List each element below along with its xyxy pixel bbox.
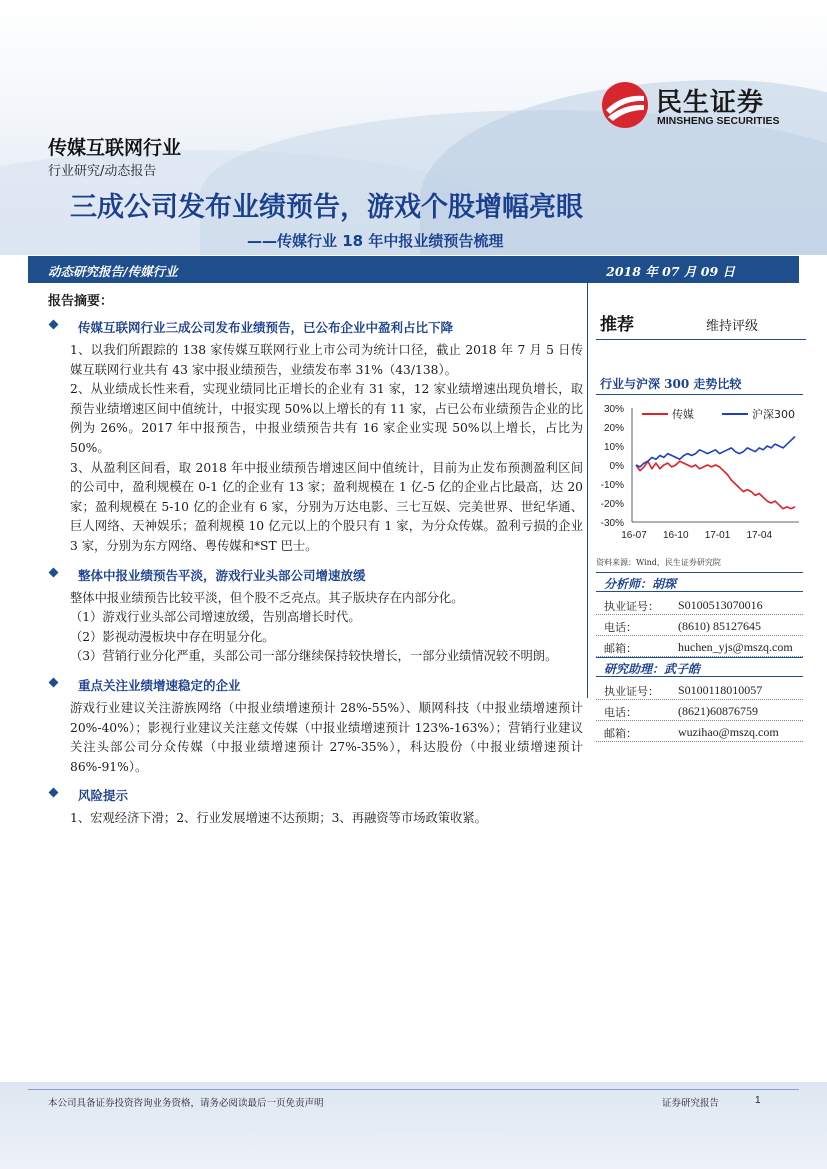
legend-label: 传媒 (672, 408, 694, 421)
minsheng-logo (600, 78, 800, 134)
footer-divider (28, 1089, 799, 1090)
chart-title: 行业与沪深 300 走势比较 (600, 377, 742, 391)
y-tick-label: 0% (609, 461, 624, 472)
analyst-info-row (596, 615, 803, 636)
info-key: 执业证号： (604, 685, 659, 698)
summary-paragraph: 1、宏观经济下滑；2、行业发展增速不达预期；3、再融资等市场政策收紧。 (70, 811, 487, 826)
report-info-bar (28, 256, 799, 283)
section-heading-text: 传媒互联网行业三成公司发布业绩预告，已公布企业中盈利占比下降 (78, 320, 454, 335)
info-value: S0100513070016 (678, 598, 763, 612)
summary-paragraph: 3、从盈利区间看，取 2018 年中报业绩预告增速区间中值统计，目前为止发布预测盈利区间的公司中，盈利规模在 0-1 亿的企业有 13 家；盈利规模在 1 亿-5 亿的企业占比最高，达 20 家；盈利规模在 5-10 亿的企业有 6 家，分别为万达电影、三七互娱、完美世界、世纪华通、巨人网络、天神娱乐；盈利规模 10 亿元以上的个股只有 1 家，为分众传媒。盈利亏损的企业 3 家，分别为东方网络、粤传媒和*ST 巴士。 (70, 460, 583, 553)
rating-row (596, 300, 806, 340)
y-tick-label: -30% (600, 518, 624, 529)
diamond-bullet-icon (49, 788, 59, 798)
column-divider (587, 283, 588, 698)
x-tick-label: 16-07 (621, 530, 647, 541)
rating-value: 维持评级 (706, 319, 759, 334)
summary-paragraph: （1）游戏行业头部公司增速放缓，告别高增长时代。 (70, 610, 361, 625)
y-tick-label: 20% (603, 423, 624, 434)
trend-chart (596, 400, 803, 550)
sidebar-column (596, 300, 806, 740)
info-value[interactable]: wuzihao@mszq.com (678, 725, 779, 739)
info-value: (8621)60876759 (678, 704, 758, 718)
series-line-hs300 (636, 437, 795, 467)
section-heading (48, 676, 583, 694)
info-key: 执业证号： (604, 600, 659, 613)
analyst-title-row (596, 572, 803, 592)
summary-paragraph: 整体中报业绩预告比较平淡，但个股不乏亮点。其子版块存在内部分化。 (70, 590, 464, 605)
series-line-media (636, 461, 795, 509)
brand-name-cn: 民生证券 (656, 88, 765, 118)
summary-paragraph: （2）影视动漫板块中存在明显分化。 (70, 629, 275, 644)
summary-label: 报告摘要： (48, 294, 114, 309)
industry-title: 传媒互联网行业 (48, 137, 182, 159)
summary-paragraph: 1、以我们所跟踪的 138 家传媒互联网行业上市公司为统计口径，截止 2018 年 7 月 5 日传媒互联网行业共有 43 家中报业绩预告，业绩发布率 31%（43/138）。 (70, 343, 583, 377)
analyst-info-row (596, 594, 803, 615)
analyst-info-row (596, 636, 803, 657)
info-value: (8610) 85127645 (678, 619, 761, 633)
minsheng-logo-icon (600, 80, 650, 130)
page-subtitle: ——传媒行业 18 年中报业绩预告梳理 (247, 232, 504, 250)
footer-doc-type: 证券研究报告 (662, 1098, 720, 1109)
x-tick-label: 16-10 (662, 530, 689, 541)
y-tick-label: -20% (600, 499, 624, 510)
brand-name-en: MINSHENG SECURITIES (657, 115, 780, 127)
section-heading (48, 786, 583, 804)
info-key: 邮箱： (604, 642, 637, 655)
diamond-bullet-icon (49, 567, 59, 577)
analyst-title: 分析师：胡琛 (604, 577, 677, 591)
page-number: 1 (755, 1095, 761, 1106)
summary-paragraph: 2、从业绩成长性来看，实现业绩同比正增长的企业有 31 家，12 家业绩增速出现负增长，取预告业绩增速区间中值统计，中报实现 50%以上增长的有 11 家，占已公布业绩预告企业的比例为 26%。2017 年中报预告，中报业绩预告共有 16 家企业实现 50%以上增长，占比为 50%。 (70, 382, 583, 455)
rating-label: 推荐 (600, 315, 634, 335)
info-key: 电话： (604, 706, 637, 719)
y-tick-label: -10% (600, 480, 624, 491)
report-subtype: 行业研究/动态报告 (48, 164, 157, 179)
footer-disclaimer: 本公司具备证券投资咨询业务资格，请务必阅读最后一页免责声明 (48, 1098, 324, 1109)
diamond-bullet-icon (49, 677, 59, 687)
section-heading (48, 318, 583, 336)
assistant-info-row (596, 679, 803, 700)
info-key: 电话： (604, 621, 637, 634)
assistant-info-row (596, 700, 803, 721)
chart-title-divider (596, 394, 803, 395)
x-tick-label: 17-01 (704, 530, 731, 541)
x-tick-label: 17-04 (746, 530, 773, 541)
report-category: 动态研究报告/传媒行业 (48, 264, 178, 279)
info-key: 邮箱： (604, 727, 637, 740)
section-heading (48, 566, 583, 584)
y-tick-label: 10% (603, 442, 624, 453)
summary-paragraph: 游戏行业建议关注游族网络（中报业绩增速预计 28%-55%）、顺网科技（中报业绩增速预计 20%-40%）；影视行业建议关注慈文传媒（中报业绩增速预计 123%-163%）；营销行业建议关注头部公司分众传媒（中报业绩增速预计 27%-35%），科达股份（中报业绩增速预计 86%-91%）。 (70, 700, 583, 774)
info-value[interactable]: huchen_yjs@mszq.com (678, 640, 793, 654)
info-value: S0100118010057 (678, 683, 763, 697)
summary-column (48, 290, 583, 829)
assistant-info-row (596, 721, 803, 742)
section-heading-text: 风险提示 (78, 788, 129, 804)
assistant-title: 研究助理：武子皓 (604, 662, 701, 676)
summary-paragraph: （3）营销行业分化严重，头部公司一部分继续保持较快增长，一部分业绩情况较不明朗。 (70, 649, 558, 664)
section-heading-text: 整体中报业绩预告平淡，游戏行业头部公司增速放缓 (78, 567, 366, 583)
diamond-bullet-icon (49, 320, 59, 330)
assistant-title-row (596, 657, 803, 677)
page-title: 三成公司发布业绩预告，游戏个股增幅亮眼 (70, 192, 583, 223)
report-date: 2018 年 07 月 09 日 (606, 264, 735, 279)
legend-label: 沪深300 (752, 408, 795, 421)
y-tick-label: 30% (603, 404, 624, 415)
chart-source: 资料来源：Wind，民生证券研究院 (596, 558, 721, 567)
section-heading-text: 重点关注业绩增速稳定的企业 (78, 677, 241, 693)
